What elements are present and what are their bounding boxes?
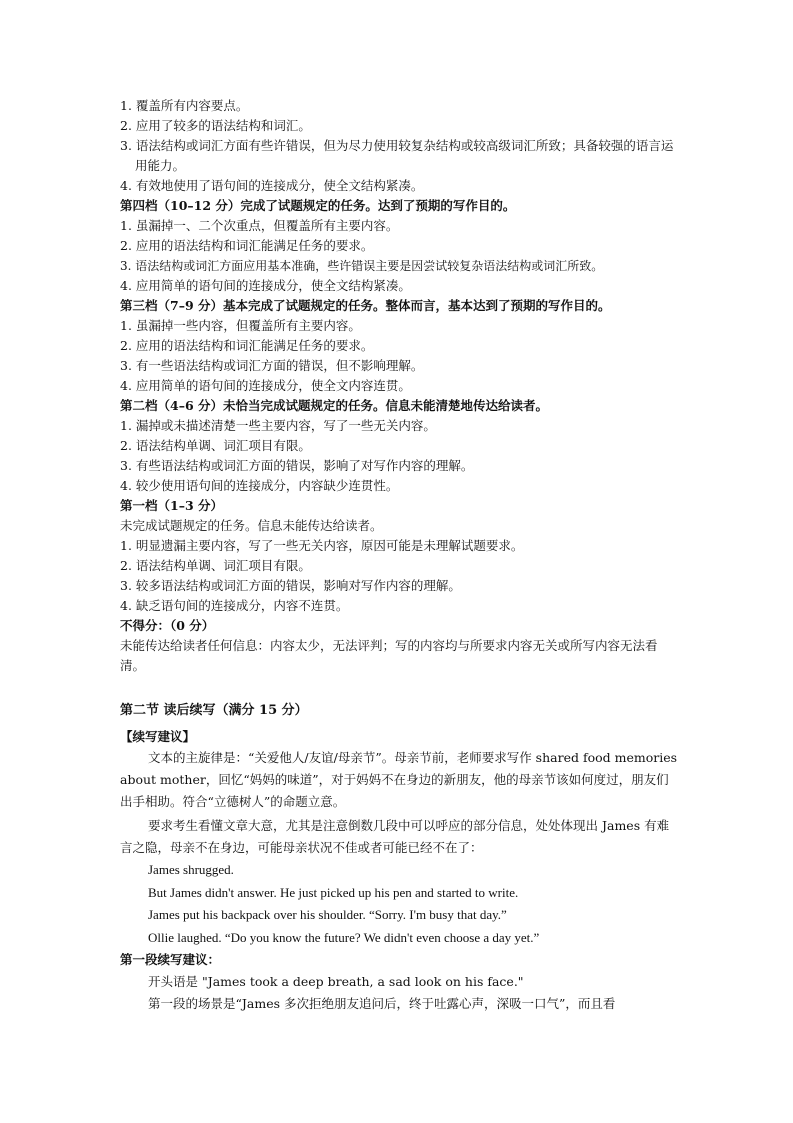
grade-heading-1: 第一档（1–3 分） [120, 498, 223, 513]
list-item: 4. 较少使用语句间的连接成分，内容缺少连贯性。 [120, 478, 399, 493]
paragraph: 要求考生看懂文章大意，尤其是注意倒数几段中可以呼应的部分信息，处处体现出 James 有难言之隐，母亲不在身边，可能母亲状况不佳或者可能已经不在了： [120, 818, 670, 855]
list-item: 2. 应用的语法结构和词汇能满足任务的要求。 [120, 238, 374, 253]
quote-line: But James didn't answer. He just picked up his pen and started to write. [148, 884, 519, 900]
list-item: 4. 有效地使用了语句间的连接成分，使全文结构紧凑。 [120, 178, 424, 193]
paragraph-heading: 第一段续写建议： [120, 952, 221, 967]
grade-description: 未能传达给读者任何信息：内容太少，无法评判；写的内容均与所要求内容无关或所写内容无法看清。 [120, 638, 658, 673]
paragraph: 开头语是 "James took a deep breath, a sad look on his face." [148, 974, 524, 989]
grade-heading-3: 第三档（7–9 分）基本完成了试题规定的任务。整体而言，基本达到了预期的写作目的。 [120, 298, 611, 313]
list-item: 2. 语法结构单调、词汇项目有限。 [120, 438, 311, 453]
list-item: 1. 虽漏掉一些内容，但覆盖所有主要内容。 [120, 318, 361, 333]
grade-description: 未完成试题规定的任务。信息未能传达给读者。 [120, 518, 383, 533]
suggestion-heading: 【续写建议】 [120, 729, 196, 744]
quote-line: James shrugged. [148, 862, 234, 877]
grade-heading-2: 第二档（4–6 分）未恰当完成试题规定的任务。信息未能清楚地传达给读者。 [120, 398, 548, 413]
list-item: 1. 明显遗漏主要内容，写了一些无关内容，原因可能是未理解试题要求。 [120, 538, 524, 553]
list-item: 2. 语法结构单调、词汇项目有限。 [120, 558, 311, 573]
list-item: 4. 应用简单的语句间的连接成分，使全文结构紧凑。 [120, 278, 411, 293]
list-item: 4. 应用简单的语句间的连接成分，使全文内容连贯。 [120, 378, 411, 393]
section-title: 第二节 读后续写（满分 15 分） [120, 703, 308, 718]
list-item: 1. 漏掉或未描述清楚一些主要内容，写了一些无关内容。 [120, 418, 436, 433]
list-item: 4. 缺乏语句间的连接成分，内容不连贯。 [120, 598, 349, 613]
quote-line: James put his backpack over his shoulder. “Sorry. I'm busy that day.” [148, 907, 507, 922]
list-item: 2. 应用的语法结构和词汇能满足任务的要求。 [120, 338, 374, 353]
list-item: 3. 有些语法结构或词汇方面的错误，影响了对写作内容的理解。 [120, 458, 474, 473]
paragraph: 文本的主旋律是：“关爱他人/友谊/母亲节”。母亲节前，老师要求写作 shared food memories about mother，回忆“妈妈的味道”，对于妈妈不在身边的新朋友，他的母亲节该如何度过，朋友们出手相助。符合“立德树人”的命题立意。 [120, 750, 678, 809]
list-item: 3. 语法结构或词汇方面应用基本准确，些许错误主要是因尝试较复杂语法结构或词汇所致。 [120, 259, 604, 273]
list-item: 1. 虽漏掉一、二个次重点，但覆盖所有主要内容。 [120, 218, 399, 233]
list-item-text: 3. 语法结构或词汇方面有些许错误，但为尽力使用较复杂结构或较高级词汇所致；具备较强的语言运用能力。 [120, 138, 674, 173]
grade-heading-4: 第四档（10–12 分）完成了试题规定的任务。达到了预期的写作目的。 [120, 198, 516, 213]
list-item: 3. 有一些语法结构或词汇方面的错误，但不影响理解。 [120, 358, 424, 373]
grade-heading-0: 不得分：（0 分） [120, 618, 215, 633]
list-item: 3. 较多语法结构或词汇方面的错误，影响对写作内容的理解。 [120, 578, 461, 593]
list-item [120, 136, 680, 176]
quote-line: Ollie laughed. “Do you know the future? We didn't even choose a day yet.” [148, 929, 540, 945]
list-item: 2. 应用了较多的语法结构和词汇。 [120, 118, 311, 133]
list-item: 1. 覆盖所有内容要点。 [120, 98, 249, 113]
document-page [120, 96, 680, 1015]
paragraph: 第一段的场景是“James 多次拒绝朋友追问后，终于吐露心声，深吸一口气”，而且看 [148, 996, 616, 1011]
